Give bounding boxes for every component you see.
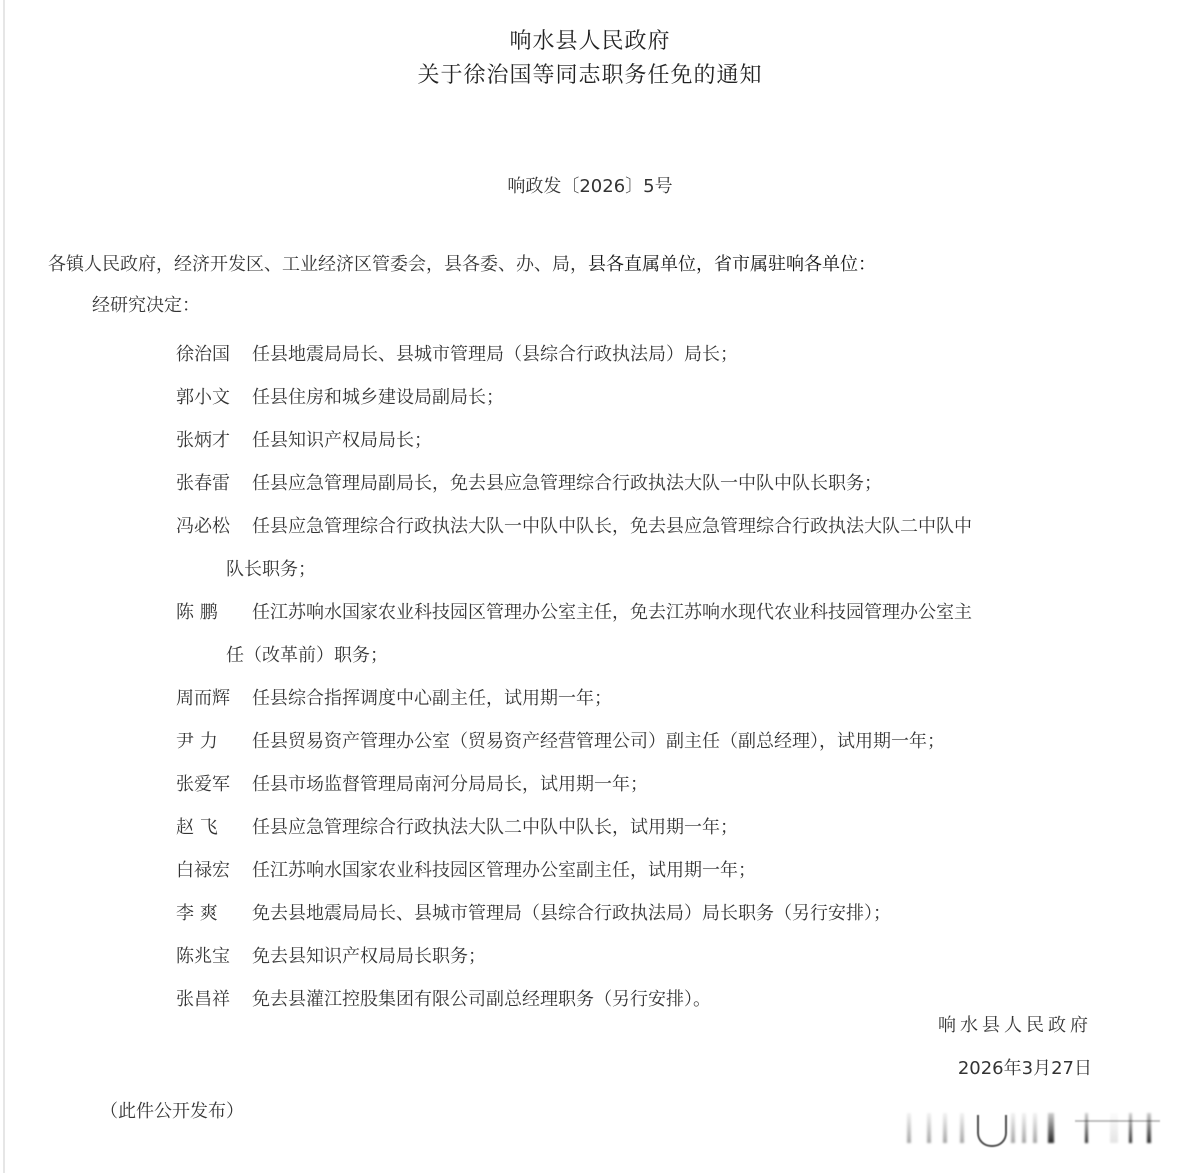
person-name: 周而辉: [176, 688, 230, 709]
watermark-bar: [1147, 1113, 1151, 1143]
appointment-entry: [176, 505, 1096, 591]
appointment-text-continuation: 任（改革前）职务；: [226, 645, 388, 666]
appointment-entry: [176, 720, 1096, 763]
subject-title: 关于徐治国等同志职务任免的通知: [417, 63, 763, 88]
appointment-text: 免去县知识产权局局长职务；: [252, 946, 486, 967]
appointment-text: 任江苏响水国家农业科技园区管理办公室主任，免去江苏响水现代农业科技园管理办公室主: [252, 602, 972, 623]
appointment-entry: [176, 806, 1096, 849]
appointment-text: 免去县灌江控股集团有限公司副总经理职务（另行安排）。: [252, 989, 711, 1010]
person-name: 徐治国: [176, 344, 230, 365]
appointment-entry: [176, 677, 1096, 720]
watermark-bar: [1110, 1113, 1118, 1143]
issuer-title: 响水县人民政府: [509, 29, 671, 54]
public-release-note: （此件公开发布）: [100, 1101, 244, 1122]
appointment-text: 免去县地震局局长、县城市管理局（县综合行政执法局）局长职务（另行安排）；: [252, 903, 891, 924]
watermark-bar: [943, 1113, 947, 1143]
appointment-list: [176, 333, 1096, 1021]
appointment-entry: [176, 935, 1096, 978]
person-name: 张昌祥: [176, 989, 230, 1010]
watermark-artifact: [905, 1113, 1160, 1147]
person-name: 李 爽: [176, 903, 218, 924]
watermark-cup: [977, 1115, 1007, 1147]
addressee-part-1: 各镇人民政府，经济开发区、工业经济区管委会，县各委、办、局，: [48, 254, 588, 275]
appointment-entry: [176, 419, 1096, 462]
watermark-bar: [1085, 1113, 1088, 1143]
appointment-text: 任县综合指挥调度中心副主任，试用期一年；: [252, 688, 612, 709]
issue-date: 2026年3月27日: [957, 1058, 1092, 1079]
person-name: 赵 飞: [176, 817, 218, 838]
document-number: 响政发〔2026〕5号: [507, 176, 673, 197]
watermark-bar: [1011, 1113, 1015, 1143]
person-name: 尹 力: [176, 731, 218, 752]
person-name: 冯必松: [176, 516, 230, 537]
person-name: 陈兆宝: [176, 946, 230, 967]
appointment-text: 任县应急管理局副局长，免去县应急管理综合行政执法大队一中队中队长职务；: [252, 473, 882, 494]
watermark-bar: [1048, 1113, 1054, 1143]
person-name: 白禄宏: [176, 860, 230, 881]
decision-intro: 经研究决定：: [92, 295, 200, 316]
appointment-entry: [176, 763, 1096, 806]
watermark-bar: [1129, 1113, 1132, 1143]
appointment-entry: [176, 333, 1096, 376]
appointment-text: 任县住房和城乡建设局副局长；: [252, 387, 504, 408]
person-name: 张爱军: [176, 774, 230, 795]
person-name: 郭小文: [176, 387, 230, 408]
appointment-entry: [176, 892, 1096, 935]
person-name: 张春雷: [176, 473, 230, 494]
appointment-text: 任县知识产权局局长；: [252, 430, 432, 451]
appointment-text: 任县应急管理综合行政执法大队二中队中队长，试用期一年；: [252, 817, 738, 838]
watermark-bar: [1022, 1113, 1026, 1143]
appointment-entry: [176, 591, 1096, 677]
watermark-bar: [927, 1113, 931, 1143]
addressee-line: [48, 250, 876, 276]
appointment-text: 任县市场监督管理局南河分局局长，试用期一年；: [252, 774, 648, 795]
appointment-text: 任县贸易资产管理办公室（贸易资产经营管理公司）副主任（副总经理），试用期一年；: [252, 731, 945, 752]
appointment-text: 任县应急管理综合行政执法大队一中队中队长，免去县应急管理综合行政执法大队二中队中: [252, 516, 972, 537]
appointment-entry: [176, 462, 1096, 505]
watermark-bar: [907, 1113, 911, 1143]
watermark-bar: [960, 1113, 964, 1143]
appointment-entry: [176, 849, 1096, 892]
watermark-bar: [1033, 1113, 1037, 1143]
person-name: 陈 鹏: [176, 602, 218, 623]
addressee-part-2: 县各直属单位，省市属驻响各单位：: [588, 254, 876, 275]
appointment-text: 任江苏响水国家农业科技园区管理办公室副主任，试用期一年；: [252, 860, 756, 881]
appointment-entry: [176, 376, 1096, 419]
appointment-text-continuation: 队长职务；: [226, 559, 316, 580]
appointment-text: 任县地震局局长、县城市管理局（县综合行政执法局）局长；: [252, 344, 738, 365]
person-name: 张炳才: [176, 430, 230, 451]
signature-issuer: 响水县人民政府: [938, 1015, 1092, 1036]
